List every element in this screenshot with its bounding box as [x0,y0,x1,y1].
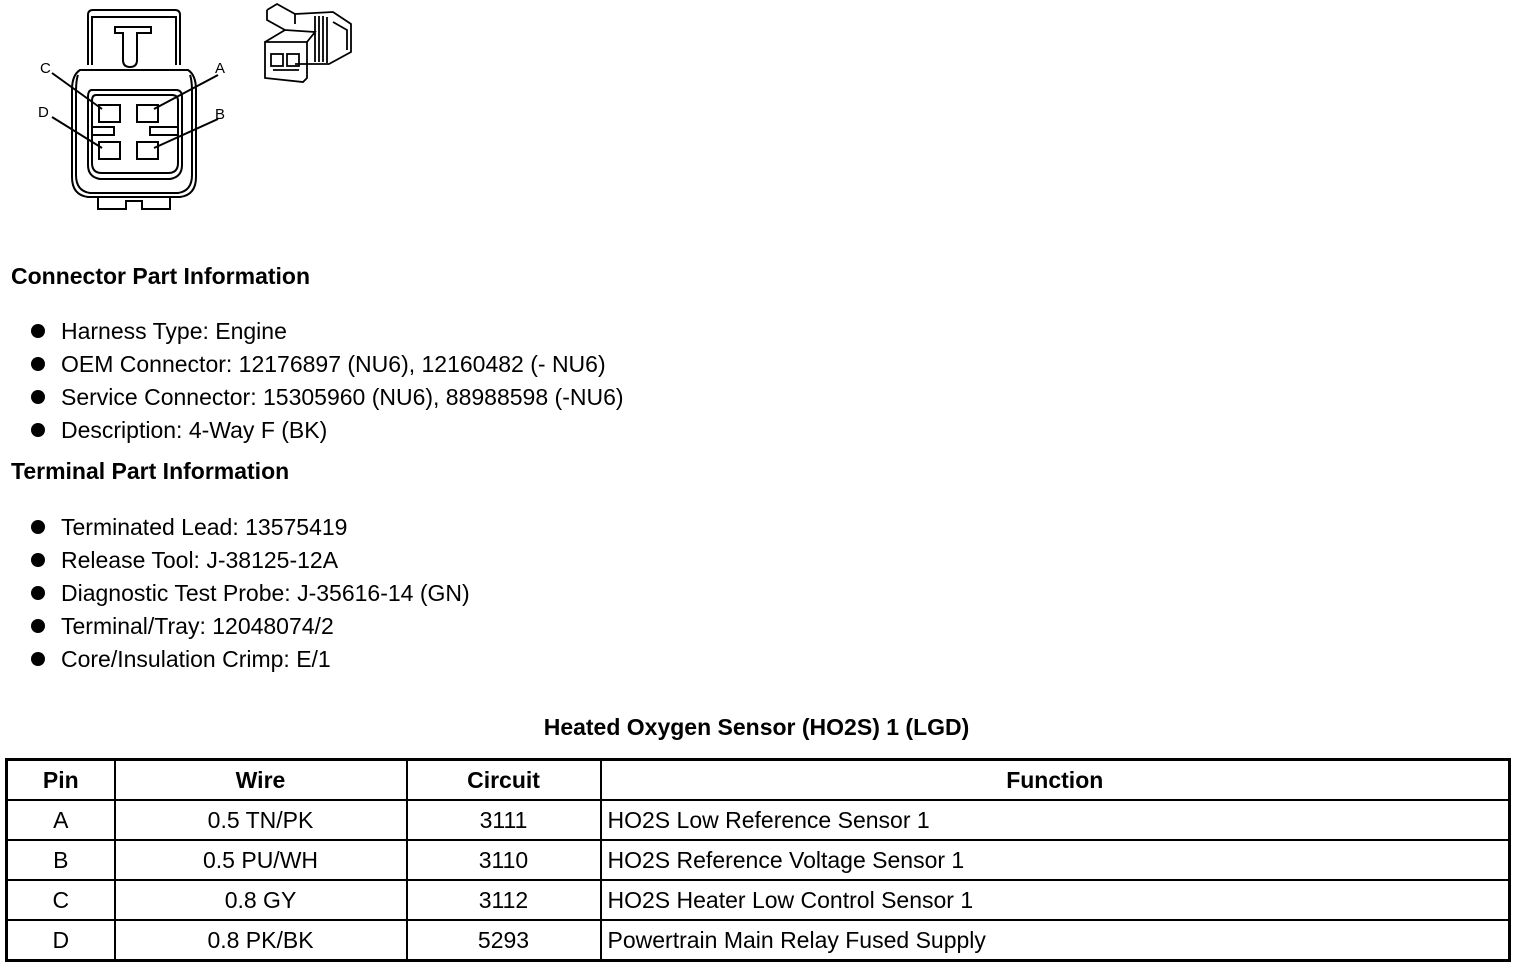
connector-part-info-list [11,315,624,447]
cell-pin: B [7,840,115,880]
cell-function: HO2S Reference Voltage Sensor 1 [601,840,1510,880]
connector-isometric-sketch [255,2,360,87]
table-title: Heated Oxygen Sensor (HO2S) 1 (LGD) [543,714,970,740]
cell-function: HO2S Heater Low Control Sensor 1 [601,880,1510,920]
header-circuit: Circuit [407,760,601,801]
connector-face-diagram [30,5,230,215]
list-item: Service Connector: 15305960 (NU6), 88988598 (-NU6) [11,381,624,414]
list-item: Terminal/Tray: 12048074/2 [11,610,470,643]
bullet-icon [31,586,45,600]
bullet-icon [31,619,45,633]
bullet-icon [31,324,45,338]
table-row [7,920,1510,961]
cell-wire: 0.5 TN/PK [115,800,407,840]
bullet-icon [31,652,45,666]
list-item: Description: 4-Way F (BK) [11,414,624,447]
list-item: Core/Insulation Crimp: E/1 [11,643,470,676]
pin-label-b: B [215,106,226,123]
terminal-part-info-heading: Terminal Part Information [11,458,290,484]
pin-label-d: D [38,104,49,121]
cell-pin: D [7,920,115,961]
cell-pin: A [7,800,115,840]
bullet-icon [31,520,45,534]
cell-circuit: 3112 [407,880,601,920]
table-row [7,880,1510,920]
pin-label-a: A [215,60,226,77]
terminal-part-info-list [11,511,470,676]
table-row [7,840,1510,880]
cell-function: HO2S Low Reference Sensor 1 [601,800,1510,840]
cell-wire: 0.5 PU/WH [115,840,407,880]
pin-label-c: C [40,60,51,77]
table-header-row [7,760,1510,801]
header-function: Function [601,760,1510,801]
cell-pin: C [7,880,115,920]
header-wire: Wire [115,760,407,801]
cell-function: Powertrain Main Relay Fused Supply [601,920,1510,961]
bullet-icon [31,423,45,437]
cell-wire: 0.8 GY [115,880,407,920]
table-row [7,800,1510,840]
list-item: Release Tool: J-38125-12A [11,544,470,577]
list-item: OEM Connector: 12176897 (NU6), 12160482 (- NU6) [11,348,624,381]
cell-wire: 0.8 PK/BK [115,920,407,961]
list-item: Terminated Lead: 13575419 [11,511,470,544]
pinout-table [5,758,1511,962]
header-pin: Pin [7,760,115,801]
bullet-icon [31,357,45,371]
cell-circuit: 3110 [407,840,601,880]
list-item: Harness Type: Engine [11,315,624,348]
bullet-icon [31,390,45,404]
cell-circuit: 5293 [407,920,601,961]
cell-circuit: 3111 [407,800,601,840]
bullet-icon [31,553,45,567]
connector-part-info-heading: Connector Part Information [11,263,311,289]
list-item: Diagnostic Test Probe: J-35616-14 (GN) [11,577,470,610]
